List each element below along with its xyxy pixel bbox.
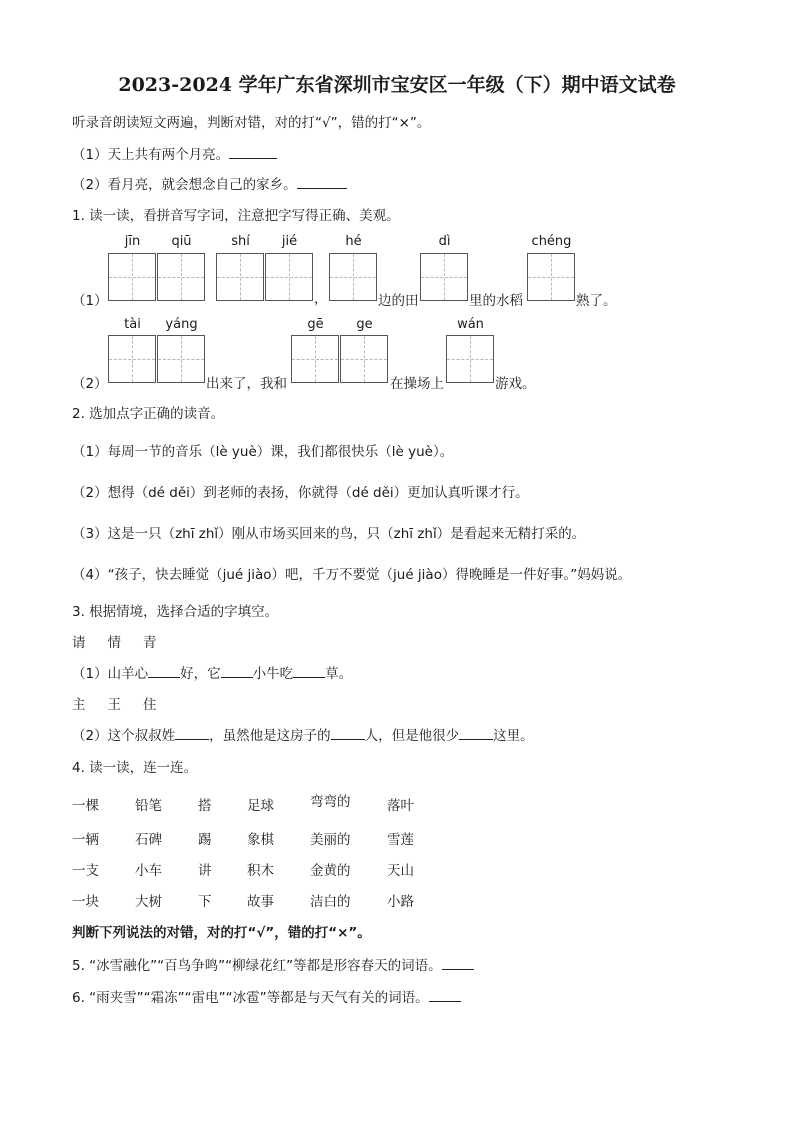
pinyin-label: yáng — [165, 317, 198, 332]
section2-item: （1）每周一节的音乐（lè yuè）课，我们都很快乐（lè yuè）。 — [72, 444, 454, 460]
answer-blank[interactable] — [175, 727, 209, 740]
judge-q5-text: 5. “冰雪融化”“百鸟争鸣”“柳绿花红”等都是形容春天的词语。 — [72, 958, 442, 974]
match-word[interactable]: 小路 — [387, 894, 414, 910]
row2-text-c: 游戏。 — [495, 376, 536, 392]
listening-q1-text: （1）天上共有两个月亮。 — [72, 147, 230, 163]
match-word[interactable]: 大树 — [135, 894, 162, 910]
answer-blank[interactable] — [293, 665, 325, 678]
writing-grid-cell[interactable] — [446, 335, 494, 383]
writing-grid-cell[interactable] — [216, 253, 264, 301]
pinyin-label: dì — [438, 234, 451, 249]
section3-q2 — [72, 724, 534, 744]
match-word[interactable]: 弯弯的 — [310, 794, 351, 810]
pinyin-label: jié — [281, 234, 298, 249]
q1-part: 好，它 — [180, 666, 221, 682]
choice-char: 青 — [143, 635, 157, 651]
answer-blank[interactable] — [297, 176, 347, 189]
row2-text-b: 在操场上 — [390, 376, 444, 392]
answer-blank[interactable] — [148, 665, 180, 678]
writing-grid-cell[interactable] — [157, 335, 205, 383]
listening-instruction: 听录音朗读短文两遍，判断对错，对的打“√”，错的打“×”。 — [72, 115, 431, 131]
pinyin-label: qiū — [171, 234, 192, 249]
writing-grid-cell[interactable] — [527, 253, 575, 301]
writing-grid-cell[interactable] — [340, 335, 388, 383]
match-word[interactable]: 一块 — [72, 894, 99, 910]
choice-char: 主 — [72, 697, 86, 713]
q1-part: （1）山羊心 — [72, 666, 149, 682]
match-word[interactable]: 美丽的 — [310, 832, 351, 848]
row2-text-a: 出来了，我和 — [206, 376, 287, 392]
writing-grid-cell[interactable] — [329, 253, 377, 301]
section2-item: （2）想得（dé děi）到老师的表扬，你就得（dé děi）更加认真听课才行。 — [72, 485, 529, 501]
section2-item: （4）“孩子，快去睡觉（jué jiào）吧，千万不要觉（jué jiào）得晚睡是一件好事。”妈妈说。 — [72, 567, 632, 583]
section2-item: （3）这是一只（zhī zhǐ）刚从市场买回来的鸟，只（zhī zhǐ）是看起来无精打采的。 — [72, 526, 586, 542]
section2-heading: 2. 选加点字正确的读音。 — [72, 406, 225, 422]
q2-part: 这里。 — [493, 728, 534, 744]
judge-q6 — [72, 986, 461, 1006]
pinyin-label: chéng — [531, 234, 572, 249]
q2-part: ，虽然他是这房子的 — [209, 728, 331, 744]
pinyin-label: gē — [307, 317, 324, 332]
match-word[interactable]: 洁白的 — [310, 894, 351, 910]
judge-q6-text: 6. “雨夹雪”“霜冻”“雷电”“冰雹”等都是与天气有关的词语。 — [72, 990, 429, 1006]
match-word[interactable]: 一辆 — [72, 832, 99, 848]
match-word[interactable]: 金黄的 — [310, 863, 351, 879]
pinyin-label: shí — [231, 234, 250, 249]
match-word[interactable]: 足球 — [247, 798, 274, 814]
q1-part: 草。 — [325, 666, 353, 682]
judge-q5 — [72, 954, 474, 974]
choice-chars-1 — [72, 631, 157, 651]
match-word[interactable]: 一支 — [72, 863, 99, 879]
listening-q1 — [72, 143, 277, 163]
answer-blank[interactable] — [229, 146, 277, 159]
listening-q2 — [72, 173, 347, 193]
match-word[interactable]: 下 — [198, 894, 212, 910]
match-word[interactable]: 雪莲 — [387, 832, 414, 848]
pinyin-label: tài — [124, 317, 141, 332]
row1-text-a: 边的田 — [378, 293, 419, 309]
row1-text-c: 熟了。 — [576, 293, 617, 309]
row1-comma: ， — [314, 291, 328, 307]
choice-char: 王 — [107, 697, 121, 713]
writing-grid-cell[interactable] — [157, 253, 205, 301]
section1-heading: 1. 读一读，看拼音写字词，注意把字写得正确、美观。 — [72, 208, 400, 224]
pinyin-label: wán — [457, 317, 484, 332]
choice-char: 情 — [107, 635, 121, 651]
pinyin-label: ge — [356, 317, 373, 332]
row2-number: （2） — [72, 376, 108, 392]
match-word[interactable]: 落叶 — [387, 798, 414, 814]
page-title: 2023-2024 学年广东省深圳市宝安区一年级（下）期中语文试卷 — [118, 74, 676, 96]
pinyin-label: jīn — [124, 234, 141, 249]
writing-grid-cell[interactable] — [420, 253, 468, 301]
q1-part: 小牛吃 — [252, 666, 294, 682]
match-word[interactable]: 天山 — [387, 863, 414, 879]
section4-heading: 4. 读一读，连一连。 — [72, 760, 198, 776]
answer-blank[interactable] — [331, 727, 365, 740]
match-word[interactable]: 搭 — [198, 798, 212, 814]
judge-heading: 判断下列说法的对错，对的打“√”，错的打“×”。 — [72, 925, 371, 941]
q2-part: 人，但是他很少 — [364, 728, 460, 744]
row1-number: （1） — [72, 293, 108, 309]
choice-char: 住 — [143, 697, 157, 713]
answer-blank[interactable] — [429, 989, 461, 1002]
match-word[interactable]: 石碑 — [135, 832, 162, 848]
match-word[interactable]: 积木 — [247, 863, 274, 879]
answer-blank[interactable] — [442, 957, 474, 970]
section3-heading: 3. 根据情境，选择合适的字填空。 — [72, 604, 279, 620]
writing-grid-cell[interactable] — [108, 335, 156, 383]
answer-blank[interactable] — [221, 665, 253, 678]
match-word[interactable]: 故事 — [247, 894, 274, 910]
writing-grid-cell[interactable] — [291, 335, 339, 383]
match-word[interactable]: 小车 — [135, 863, 162, 879]
writing-grid-cell[interactable] — [108, 253, 156, 301]
section3-q1 — [72, 662, 352, 682]
q2-part: （2）这个叔叔姓 — [72, 728, 176, 744]
match-word[interactable]: 铅笔 — [135, 798, 162, 814]
match-word[interactable]: 象棋 — [247, 832, 274, 848]
choice-chars-2 — [72, 693, 157, 713]
pinyin-label: hé — [345, 234, 362, 249]
choice-char: 请 — [72, 635, 86, 651]
writing-grid-cell[interactable] — [265, 253, 313, 301]
match-word[interactable]: 一棵 — [72, 798, 99, 814]
match-word[interactable]: 踢 — [198, 832, 212, 848]
match-word[interactable]: 讲 — [198, 863, 212, 879]
row1-text-b: 里的水稻 — [469, 293, 523, 309]
answer-blank[interactable] — [459, 727, 493, 740]
listening-q2-text: （2）看月亮，就会想念自己的家乡。 — [72, 177, 297, 193]
